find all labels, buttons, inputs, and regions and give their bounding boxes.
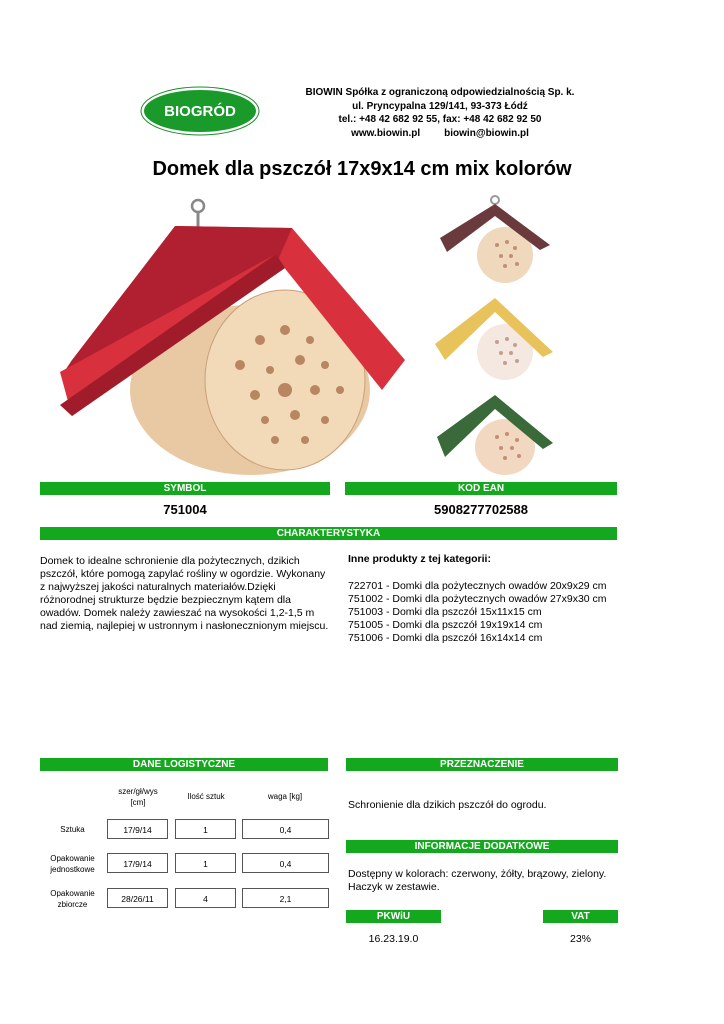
cell-weight: 2,1 <box>242 888 329 908</box>
pkwiu-header: PKWiU <box>346 910 441 923</box>
purpose-header: PRZEZNACZENIE <box>346 758 618 771</box>
other-products-heading: Inne produkty z tej kategorii: <box>348 553 491 565</box>
biogrod-logo <box>140 86 260 136</box>
list-item: 751003 - Domki dla pszczół 15x11x15 cm <box>348 606 542 618</box>
product-main-image <box>60 190 410 480</box>
list-item: 751002 - Domki dla pożytecznych owadów 27x9x30 cm <box>348 593 607 605</box>
extra-info-line1: Dostępny w kolorach: czerwony, żółty, brązowy, zielony. <box>348 868 607 880</box>
cell-weight: 0,4 <box>242 853 329 873</box>
vat-value: 23% <box>569 933 591 945</box>
ean-header: KOD EAN <box>345 482 617 495</box>
company-info <box>290 86 590 140</box>
symbol-value: 751004 <box>163 502 207 517</box>
extra-info-line2: Haczyk w zestawie. <box>348 881 440 893</box>
hook-icon <box>192 200 204 228</box>
cell-weight: 0,4 <box>242 819 329 839</box>
vat-header: VAT <box>543 910 618 923</box>
purpose-text: Schronienie dla dzikich pszczół do ogrodu. <box>348 799 547 811</box>
row-label: Sztuka <box>60 825 85 834</box>
company-web-line <box>290 127 590 141</box>
pkwiu-value: 16.23.19.0 <box>368 933 419 945</box>
col-weight: waga [kg] <box>267 792 303 801</box>
col-qty: Ilość sztuk <box>187 792 225 801</box>
company-name: BIOWIN Spółka z ograniczoną odpowiedzialnością Sp. k. <box>305 87 575 98</box>
page-title: Domek dla pszczół 17x9x14 cm mix kolorów <box>152 158 572 180</box>
row-label: Opakowanie jednostkowe <box>50 854 95 874</box>
symbol-header: SYMBOL <box>40 482 330 495</box>
cell-qty: 1 <box>175 819 236 839</box>
cell-qty: 4 <box>175 888 236 908</box>
variant-brown-image <box>435 190 555 285</box>
list-item: 751005 - Domki dla pszczół 19x19x14 cm <box>348 619 543 631</box>
logistics-header: DANE LOGISTYCZNE <box>40 758 328 771</box>
col-dims: szer/gł/wys [cm] <box>118 787 158 807</box>
variant-green-image <box>435 385 555 480</box>
cell-dims: 28/26/11 <box>107 888 168 908</box>
other-products-list <box>348 580 623 645</box>
company-address: ul. Pryncypalna 129/141, 93-373 Łódź <box>352 100 528 112</box>
cell-dims: 17/9/14 <box>107 819 168 839</box>
ean-value: 5908277702588 <box>434 502 528 517</box>
row-label: Opakowanie zbiorcze <box>50 889 95 909</box>
logo-text: BIOGRÓD <box>164 103 236 120</box>
company-phone: tel.: +48 42 682 92 55, fax: +48 42 682 92 50 <box>338 114 542 125</box>
company-web[interactable]: www.biowin.pl <box>351 127 421 139</box>
description-text: Domek to idealne schronienie dla pożytecznych, dzikich pszczół, które pomogą zapylać rośliny w ogordzie. Wykonany z najwyższej jakości naturalnych materiałów.Dzięki różnorodnej strukturze będzie bezpiecznym kątem dla owadów. Domek należy zawieszać na wysokości 1,2-1,5 m nad ziemią, najlepiej w ustronnym i nasłonecznionym miejscu. <box>40 555 329 632</box>
company-email[interactable]: biowin@biowin.pl <box>444 127 529 139</box>
list-item: 722701 - Domki dla pożytecznych owadów 20x9x29 cm <box>348 580 607 592</box>
characteristics-header: CHARAKTERYSTYKA <box>40 527 617 540</box>
cell-qty: 1 <box>175 853 236 873</box>
cell-dims: 17/9/14 <box>107 853 168 873</box>
variant-yellow-image <box>435 292 555 387</box>
list-item: 751006 - Domki dla pszczół 16x14x14 cm <box>348 632 543 644</box>
extra-info-header: INFORMACJE DODATKOWE <box>346 840 618 853</box>
